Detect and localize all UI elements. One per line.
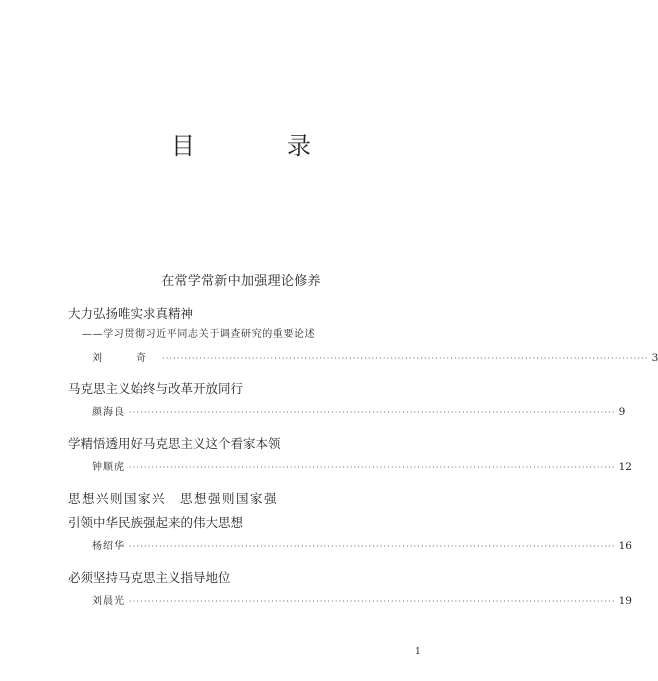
toc-line[interactable] (92, 593, 632, 610)
toc-entry-subtitle: ——学习贯彻习近平同志关于调查研究的重要论述 (82, 329, 316, 340)
toc-leader-dots: ·································································································································· (129, 463, 616, 472)
toc-author: 刘 奇 (92, 353, 158, 364)
toc-leader-dots: ·································································································································· (129, 408, 616, 417)
toc-line[interactable] (92, 350, 658, 367)
toc-page-number: 12 (618, 461, 632, 473)
toc-page-number: 9 (618, 406, 626, 418)
page-title: 目 录 (171, 132, 345, 160)
toc-entry-title[interactable]: 学精悟透用好马克思主义这个看家本领 (68, 436, 281, 451)
toc-entry-title[interactable]: 必须坚持马克思主义指导地位 (68, 570, 231, 585)
toc-line[interactable] (92, 404, 626, 421)
toc-author: 钟顺虎 (92, 462, 125, 473)
page-folio: 1 (415, 647, 421, 657)
toc-entry-title-line2[interactable]: 引领中华民族强起来的伟大思想 (68, 515, 244, 530)
toc-leader-dots: ·································································································································· (129, 542, 616, 551)
toc-author: 杨绍华 (92, 541, 125, 552)
toc-line[interactable] (92, 538, 632, 555)
section-heading: 在常学常新中加强理论修养 (161, 274, 321, 289)
toc-line[interactable] (92, 459, 632, 476)
toc-page-number: 3 (651, 352, 658, 364)
toc-author: 颜海良 (92, 407, 125, 418)
toc-entry-title[interactable]: 思想兴则国家兴 思想强则国家强 (68, 491, 279, 506)
toc-entry-title[interactable]: 大力弘扬唯实求真精神 (68, 306, 194, 321)
toc-leader-dots: ·································································································································· (129, 597, 616, 606)
toc-page-number: 16 (618, 540, 632, 552)
toc-entry-title[interactable]: 马克思主义始终与改革开放同行 (68, 381, 244, 396)
toc-page-number: 19 (618, 595, 632, 607)
toc-leader-dots: ·································································································································· (162, 354, 649, 363)
toc-author: 刘晨光 (92, 596, 125, 607)
